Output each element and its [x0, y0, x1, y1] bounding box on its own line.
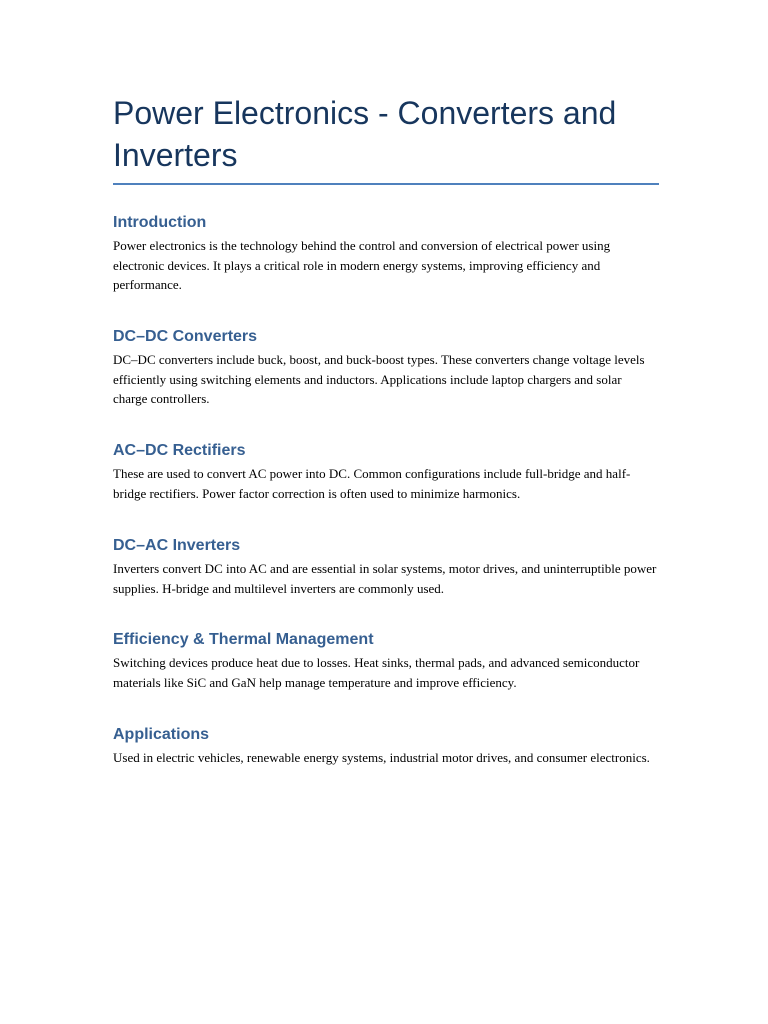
- section-applications: [113, 724, 659, 768]
- section-efficiency-thermal: [113, 629, 659, 692]
- section-heading: DC–DC Converters: [113, 328, 258, 345]
- section-body: Power electronics is the technology behind the control and conversion of electrical power using electronic devices. It plays a critical role in modern energy systems, improving efficiency and performance.: [113, 238, 611, 292]
- section-dc-dc-converters: [113, 326, 659, 409]
- section-body: Inverters convert DC into AC and are essential in solar systems, motor drives, and uninterruptible power supplies. H-bridge and multilevel inverters are commonly used.: [113, 561, 657, 596]
- section-heading: Introduction: [113, 214, 207, 231]
- section-heading: Applications: [113, 726, 210, 743]
- section-body: These are used to convert AC power into DC. Common configurations include full-bridge and half-bridge rectifiers. Power factor correction is often used to minimize harmonics.: [113, 466, 631, 501]
- section-ac-dc-rectifiers: [113, 440, 659, 503]
- section-dc-ac-inverters: [113, 535, 659, 598]
- section-body: Used in electric vehicles, renewable energy systems, industrial motor drives, and consumer electronics.: [113, 750, 650, 765]
- section-body: DC–DC converters include buck, boost, and buck-boost types. These converters change voltage levels efficiently using switching elements and inductors. Applications include laptop chargers and solar charge controllers.: [113, 352, 645, 406]
- section-body: Switching devices produce heat due to losses. Heat sinks, thermal pads, and advanced semiconductor materials like SiC and GaN help manage temperature and improve efficiency.: [113, 655, 640, 690]
- section-heading: DC–AC Inverters: [113, 537, 241, 554]
- document-page: [113, 92, 659, 765]
- document-title: Power Electronics - Converters and Inverters: [113, 92, 659, 185]
- section-heading: Efficiency & Thermal Management: [113, 631, 374, 648]
- section-heading: AC–DC Rectifiers: [113, 442, 246, 459]
- section-introduction: [113, 212, 659, 295]
